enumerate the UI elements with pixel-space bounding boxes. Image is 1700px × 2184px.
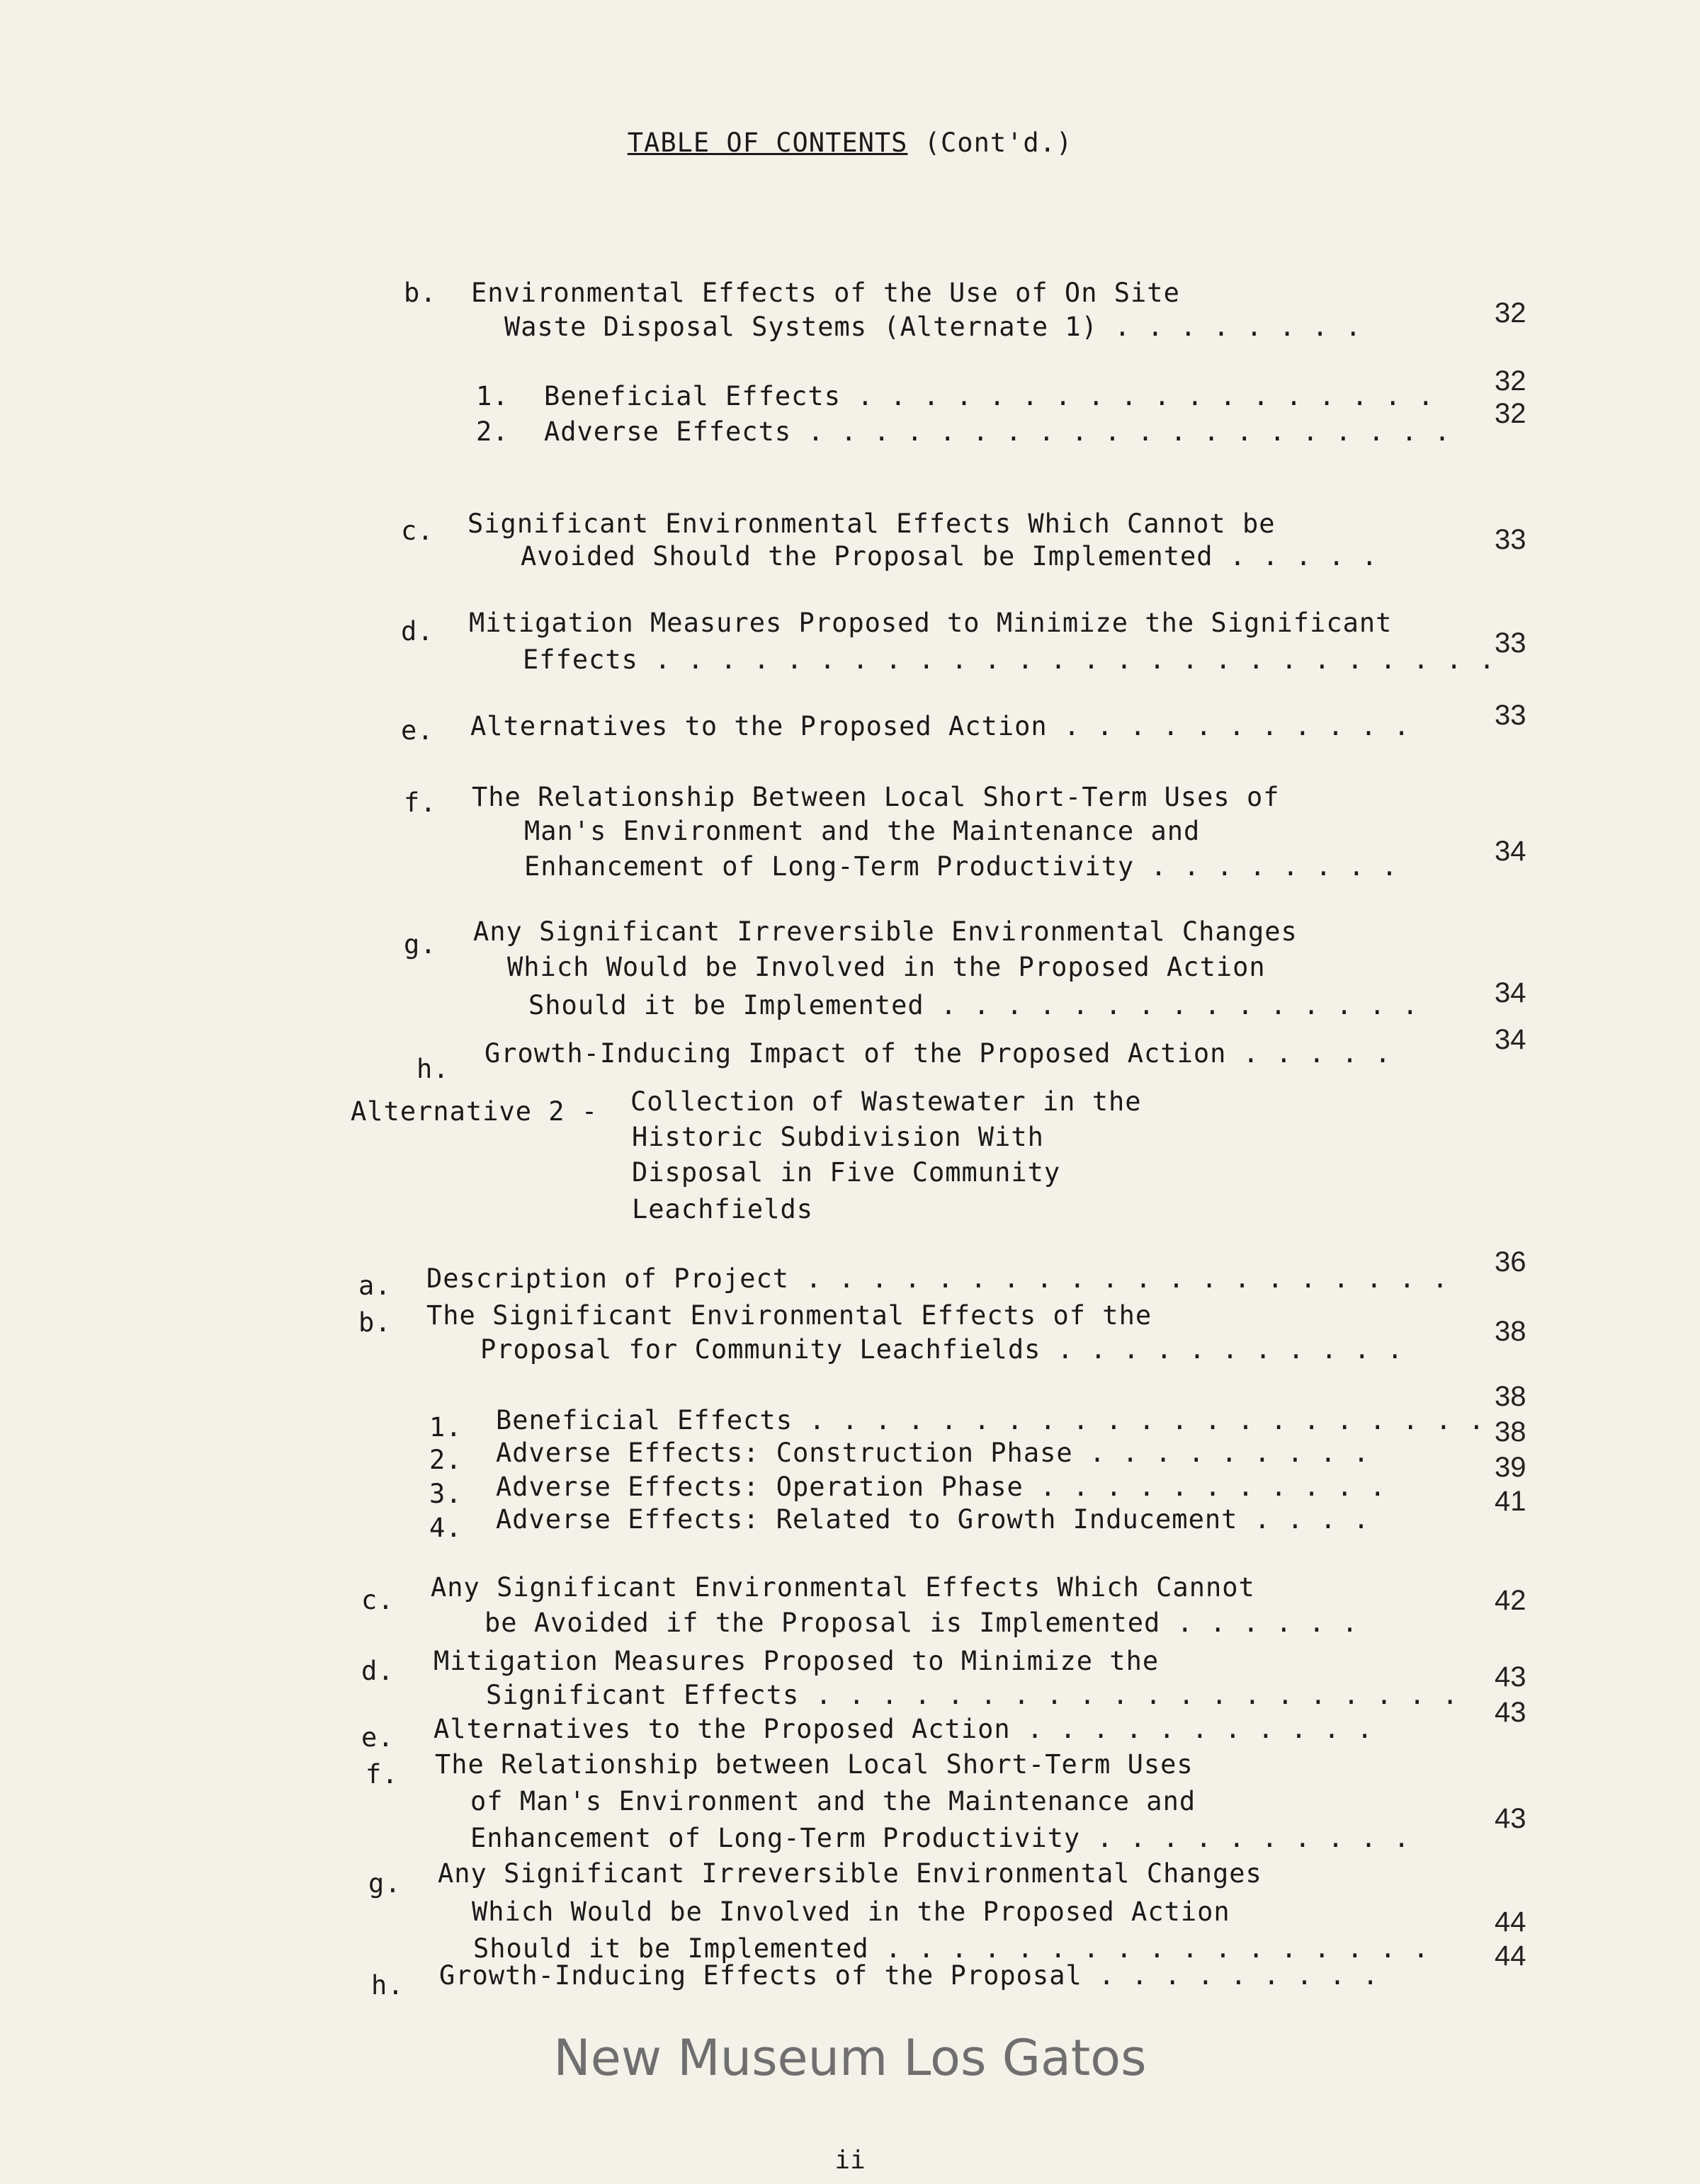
toc-entry-text: be Avoided if the Proposal is Implemented . . . . . .: [484, 1608, 1359, 1638]
toc-entry-text: Beneficial Effects . . . . . . . . . . . . . . . . . . . . .: [496, 1405, 1485, 1435]
toc-entry-text: Any Significant Environmental Effects Which Cannot: [431, 1572, 1255, 1603]
toc-entry-text: Adverse Effects: Construction Phase . . . . . . . . .: [496, 1438, 1370, 1468]
toc-entry-label: b.: [358, 1307, 392, 1338]
toc-entry-label: e.: [401, 715, 434, 746]
toc-entry-label: 2.: [429, 1445, 463, 1475]
toc-entry-text: Leachfields: [632, 1194, 814, 1224]
toc-page-number: 36: [1495, 1246, 1526, 1278]
toc-page-number: 43: [1495, 1803, 1526, 1834]
toc-entry-label: f.: [404, 787, 437, 818]
toc-page-number: 33: [1495, 700, 1526, 731]
toc-entry-text: Beneficial Effects . . . . . . . . . . . . . . . . . .: [544, 381, 1434, 411]
toc-entry-text: Should it be Implemented . . . . . . . . . . . . . . .: [528, 990, 1419, 1020]
toc-entry-label: 1.: [476, 381, 509, 411]
toc-page-number: 32: [1495, 398, 1526, 429]
toc-entry-text: Any Significant Irreversible Environmental Changes: [438, 1858, 1262, 1889]
toc-entry-text: Historic Subdivision With: [632, 1122, 1044, 1152]
toc-entry-text: Proposal for Community Leachfields . . . . . . . . . . .: [480, 1334, 1404, 1365]
toc-entry-text: Mitigation Measures Proposed to Minimize the: [434, 1646, 1160, 1676]
toc-entry-text: Mitigation Measures Proposed to Minimize the Significant: [469, 608, 1393, 638]
toc-entry-text: Description of Project . . . . . . . . . . . . . . . . . . . .: [426, 1263, 1449, 1294]
toc-page-number: 34: [1495, 977, 1526, 1008]
toc-entry-label: b.: [404, 278, 437, 308]
toc-entry-text: Adverse Effects . . . . . . . . . . . . . . . . . . . .: [544, 416, 1451, 447]
toc-entry-text: Man's Environment and the Maintenance and: [524, 816, 1201, 846]
toc-entry-text: Avoided Should the Proposal be Implemented . . . . .: [521, 541, 1378, 571]
toc-entry-text: Waste Disposal Systems (Alternate 1) . . . . . . . .: [504, 312, 1362, 342]
toc-page-number: 44: [1495, 1940, 1526, 1972]
toc-page-number: 33: [1495, 627, 1526, 659]
toc-entry-label: 3.: [429, 1479, 463, 1509]
toc-entry-label: g.: [404, 929, 437, 960]
toc-entry-text: Enhancement of Long-Term Productivity . . . . . . . .: [524, 851, 1398, 882]
title-main: TABLE OF CONTENTS: [627, 127, 908, 158]
toc-entry-label: c.: [361, 1585, 395, 1615]
page-title: [0, 127, 1700, 158]
toc-page-number: 44: [1495, 1906, 1526, 1938]
toc-entry-text: Disposal in Five Community: [632, 1157, 1061, 1188]
toc-entry-label: d.: [361, 1656, 395, 1686]
toc-entry-text: Growth-Inducing Effects of the Proposal . . . . . . . . .: [439, 1960, 1379, 1991]
toc-page-number: 39: [1495, 1452, 1526, 1483]
toc-entry-text: Adverse Effects: Related to Growth Inducement . . . .: [496, 1504, 1370, 1535]
toc-entry-text: Effects . . . . . . . . . . . . . . . . . . . . . . . . . .: [523, 644, 1496, 675]
toc-page-number: 42: [1495, 1585, 1526, 1616]
toc-entry-label: h.: [416, 1054, 450, 1084]
toc-page-number: 38: [1495, 1316, 1526, 1347]
title-suffix: (Cont'd.): [924, 127, 1073, 158]
toc-entry-label: 2.: [476, 416, 509, 447]
toc-entry-label: c.: [401, 516, 434, 546]
toc-page-number: 38: [1495, 1381, 1526, 1412]
toc-entry-label: 1.: [429, 1412, 463, 1443]
toc-entry-text: The Significant Environmental Effects of the: [426, 1300, 1152, 1331]
toc-entry-text: Significant Environmental Effects Which Cannot be: [468, 508, 1276, 539]
toc-entry-label: g.: [368, 1868, 402, 1899]
toc-entry-text: Growth-Inducing Impact of the Proposed Action . . . . .: [484, 1038, 1392, 1069]
toc-entry-text: Which Would be Involved in the Proposed Action: [472, 1896, 1230, 1927]
toc-entry-label: f.: [366, 1759, 399, 1790]
toc-page-number: 34: [1495, 1024, 1526, 1055]
toc-entry-text: Environmental Effects of the Use of On Site: [471, 278, 1180, 308]
toc-entry-label: e.: [361, 1722, 395, 1753]
toc-entry-text: The Relationship Between Local Short-Term Uses of: [472, 782, 1280, 812]
toc-entry-text: Any Significant Irreversible Environmental Changes: [473, 916, 1298, 947]
toc-entry-text: of Man's Environment and the Maintenance and: [470, 1786, 1196, 1816]
toc-entry-text: Adverse Effects: Operation Phase . . . . . . . . . . .: [496, 1472, 1386, 1502]
toc-page-number: 43: [1495, 1697, 1526, 1728]
toc-entry-text: The Relationship between Local Short-Term Uses: [435, 1749, 1194, 1780]
toc-entry-label: h.: [371, 1970, 404, 2001]
toc-entry-text: Enhancement of Long-Term Productivity . . . . . . . . . .: [470, 1823, 1410, 1853]
toc-entry-text: Significant Effects . . . . . . . . . . . . . . . . . . . .: [486, 1680, 1459, 1710]
toc-entry-label: d.: [401, 616, 434, 647]
toc-page-number: 41: [1495, 1486, 1526, 1517]
toc-page-number: 32: [1495, 365, 1526, 397]
toc-entry-text: Alternatives to the Proposed Action . . . . . . . . . . .: [470, 711, 1410, 741]
toc-page-number: 32: [1495, 297, 1526, 329]
toc-page-number: 43: [1495, 1661, 1526, 1693]
toc-entry-text: Should it be Implemented . . . . . . . . . . . . . . . . .: [473, 1933, 1430, 1964]
watermark: New Museum Los Gatos: [553, 2029, 1147, 2087]
toc-page-number: 33: [1495, 524, 1526, 555]
toc-entry-text: Which Would be Involved in the Proposed Action: [507, 952, 1266, 982]
toc-entry-text: Alternatives to the Proposed Action . . . . . . . . . . .: [434, 1714, 1373, 1744]
toc-entry-label: 4.: [429, 1513, 463, 1543]
toc-entry-text: Collection of Wastewater in the: [630, 1086, 1142, 1117]
toc-section-label: Alternative 2 -: [351, 1096, 599, 1127]
toc-page-number: 34: [1495, 836, 1526, 867]
toc-entry-label: a.: [358, 1270, 392, 1301]
toc-page-number: 38: [1495, 1416, 1526, 1448]
footer-page-number: ii: [834, 2146, 866, 2175]
